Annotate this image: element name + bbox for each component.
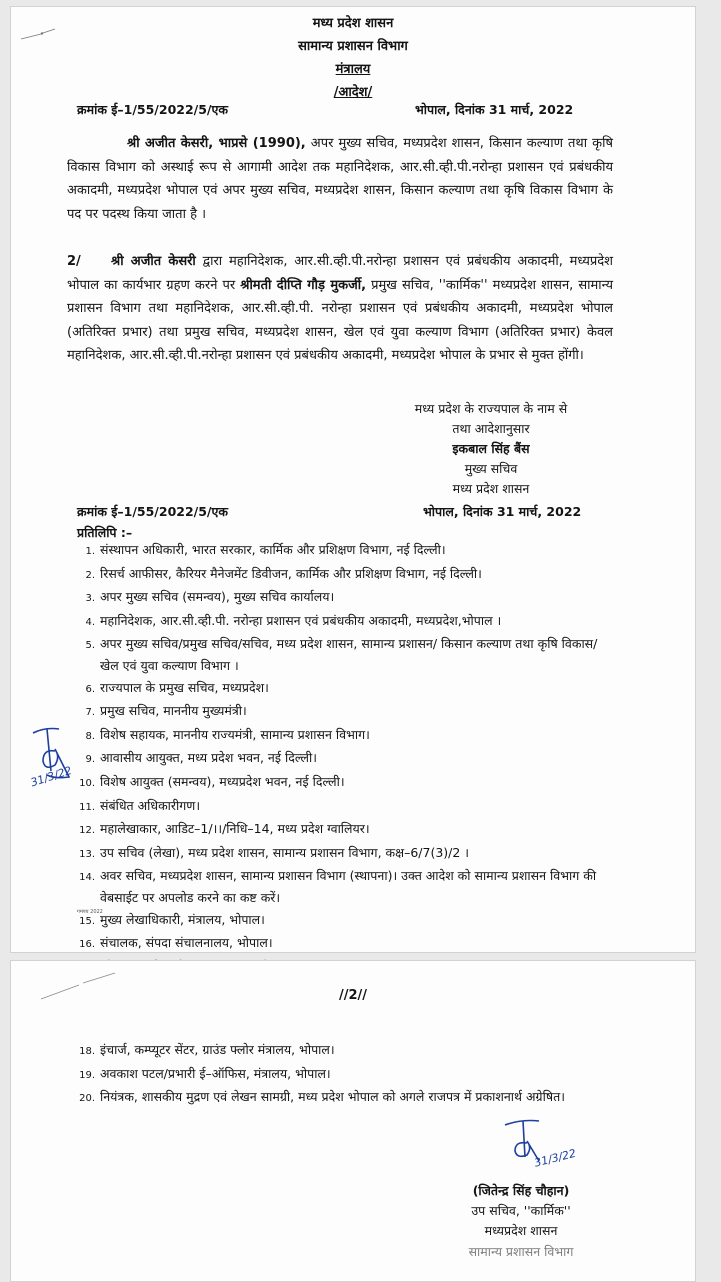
header-department: सामान्य प्रशासन विभाग — [298, 39, 408, 54]
list-item-text: मुख्य लेखाधिकारी, मंत्रालय, भोपाल। — [100, 911, 265, 927]
paragraph-2 — [67, 250, 613, 368]
list-item — [75, 1063, 620, 1087]
list-item-number: 9. — [85, 754, 95, 766]
list-item-text: महालेखाकार, आडिट–1/।।/निधि–14, मध्य प्रदेश ग्वालियर। — [100, 821, 370, 837]
list-item — [75, 865, 615, 908]
list-item — [75, 747, 615, 771]
list-item-number: 12. — [79, 825, 95, 837]
footnote: गमपय 2022 — [77, 909, 103, 915]
list-item-number: 1. — [85, 546, 95, 557]
signatory-designation: उप सचिव, ''कार्मिक'' — [471, 1203, 571, 1218]
paragraph-2-number: 2/ — [67, 254, 81, 269]
list-item — [75, 932, 615, 956]
list-item-number: 3. — [85, 593, 95, 605]
officer-name-3: श्रीमती दीप्ति गौड़ मुकर्जी, — [240, 277, 367, 293]
chief-secretary-designation: मुख्य सचिव — [464, 461, 518, 476]
copy-heading: प्रतिलिपि :– — [77, 525, 133, 540]
page-marker: //2// — [338, 988, 368, 1003]
handwritten-initials-icon — [25, 719, 95, 801]
list-item-number: 13. — [79, 848, 95, 860]
list-item-text: अवकाश पटल/प्रभारी ई–ऑफिस, मंत्रालय, भोपाल। — [100, 1065, 331, 1081]
list-item-text: रिसर्च आफीसर, कैरियर मैनेजमेंट डिवीजन, कार्मिक और प्रशिक्षण विभाग, नई दिल्ली। — [100, 565, 482, 581]
list-item-number: 2. — [85, 569, 95, 581]
list-item-text: संबंधित अधिकारीगण। — [100, 797, 201, 813]
list-item — [75, 633, 615, 676]
list-item — [75, 539, 615, 563]
list-item — [75, 1039, 620, 1063]
recipient-list-continued — [75, 1039, 620, 1110]
order-number: क्रमांक ई–1/55/2022/5/एक — [77, 102, 229, 117]
list-item-number: 8. — [85, 730, 95, 742]
list-item-text: प्रमुख सचिव, माननीय मुख्यमंत्री। — [100, 703, 247, 719]
officer-name-1: श्री अजीत केसरी, भाप्रसे (1990), — [127, 136, 306, 151]
order-place-date: भोपाल, दिनांक 31 मार्च, 2022 — [415, 102, 574, 117]
list-item-text: अवर सचिव, मध्यप्रदेश शासन, सामान्य प्रशासन विभाग (स्थापना)। उक्त आदेश को सामान्य प्रशासन विभाग की वेबसाईट पर अपलोड करने का कष्ट करें। — [100, 868, 597, 905]
list-item — [75, 563, 615, 587]
list-item-number: 19. — [79, 1069, 95, 1081]
list-item — [75, 724, 615, 748]
list-item — [75, 818, 615, 842]
header-order-title: /आदेश/ — [333, 85, 373, 100]
list-item — [75, 700, 615, 724]
list-item — [75, 771, 615, 795]
paragraph-2-text-a: द्वारा महानिदेशक, आर.सी.व्ही.पी.नरोन्हा प्रशासन एवं प्रबंधकीय अकादमी, मध्यप्रदेश भोपाल का कार्यभार ग्रहण करने पर — [67, 254, 613, 293]
list-item-number: 4. — [85, 616, 95, 628]
signatory-block — [443, 1181, 599, 1262]
list-item — [75, 586, 615, 610]
list-item-number: 18. — [79, 1046, 95, 1057]
list-item-text: संचालक, संपदा संचालनालय, भोपाल। — [100, 935, 273, 951]
header-government: मध्य प्रदेश शासन — [312, 16, 394, 31]
list-item-text: संस्थापन अधिकारी, भारत सरकार, कार्मिक और प्रशिक्षण विभाग, नई दिल्ली। — [100, 542, 446, 557]
paragraph-2-text-b: प्रमुख सचिव, ''कार्मिक'' मध्यप्रदेश शासन, सामान्य प्रशासन विभाग तथा महानिदेशक, आर.सी.व्ही.पी. नरोन्हा प्रशासन एवं प्रबंधकीय अकादमी, मध्यप्रदेश भोपाल (अतिरिक्त प्रभार) तथा प्रमुख सचिव, मध्यप्रदेश शासन, खेल एवं युवा कल्याण विभाग (अतिरिक्त प्रभार) केवल महानिदेशक, आर.सी.व्ही.पी.नरोन्हा प्रशासन एवं प्रबंधकीय अकादमी, मध्यप्रदेश भोपाल के प्रभार से मुक्त होंगी। — [67, 277, 614, 363]
list-item-text: नियंत्रक, शासकीय मुद्रण एवं लेखन सामग्री, मध्य प्रदेश भोपाल को अगले राजपत्र में प्रकाशनार्थ अग्रेषित। — [100, 1089, 565, 1105]
list-item — [75, 795, 615, 819]
order-place-date-copy: भोपाल, दिनांक 31 मार्च, 2022 — [423, 504, 582, 519]
order-number-copy: क्रमांक ई–1/55/2022/5/एक — [77, 504, 229, 519]
paragraph-1-text: अपर मुख्य सचिव, मध्यप्रदेश शासन, किसान कल्याण तथा कृषि विकास विभाग को अस्थाई रूप से आगामी आदेश तक महानिदेशक, आर.सी.व्ही.पी.नरोन्हा प्रशासन एवं प्रबंधकीय अकादमी, मध्यप्रदेश भोपाल एवं अपर मुख्य सचिव, मध्यप्रदेश शासन, किसान कल्याण तथा कृषि विकास विभाग के पद पर पदस्थ किया जाता है । — [67, 136, 613, 222]
list-item-number: 16. — [79, 939, 95, 951]
paragraph-1 — [67, 132, 613, 226]
list-item-text: विशेष आयुक्त (समन्वय), मध्यप्रदेश भवन, नई दिल्ली। — [100, 773, 345, 789]
officer-name-2: श्री अजीत केसरी — [111, 254, 196, 269]
list-item — [75, 677, 615, 701]
signatory-office: मध्यप्रदेश शासन — [484, 1223, 558, 1238]
list-item-number: 20. — [79, 1093, 95, 1105]
list-item-text: अपर मुख्य सचिव/प्रमुख सचिव/सचिव, मध्य प्रदेश शासन, सामान्य प्रशासन/ किसान कल्याण तथा कृषि विकास/खेल एवं युवा कल्याण विभाग । — [100, 636, 598, 673]
list-item-number: 6. — [85, 683, 95, 695]
recipient-list — [75, 539, 615, 979]
authority-block — [363, 399, 619, 499]
document-page-1 — [10, 6, 696, 953]
signatory-name: (जितेन्द्र सिंह चौहान) — [472, 1183, 570, 1198]
list-item — [75, 842, 615, 866]
list-item-text: महानिदेशक, आर.सी.व्ही.पी. नरोन्हा प्रशासन एवं प्रबंधकीय अकादमी, मध्यप्रदेश,भोपाल । — [100, 612, 502, 628]
list-item-text: आवासीय आयुक्त, मध्य प्रदेश भवन, नई दिल्ली। — [100, 750, 317, 766]
list-item-text: अपर मुख्य सचिव (समन्वय), मुख्य सचिव कार्यालय। — [100, 589, 335, 605]
list-item-number: 5. — [85, 640, 95, 652]
list-item — [75, 610, 615, 634]
list-item-number: 14. — [79, 872, 95, 884]
handwritten-date: 31/3/22 — [533, 1146, 578, 1170]
header-secretariat: मंत्रालय — [335, 62, 371, 77]
list-item-number: 10. — [79, 777, 95, 789]
list-item-number: 11. — [79, 801, 95, 813]
list-item-number: 7. — [85, 707, 95, 719]
list-item — [75, 909, 615, 933]
list-item-text: उप सचिव (लेखा), मध्य प्रदेश शासन, सामान्य प्रशासन विभाग, कक्ष–6/7(3)/2 । — [100, 844, 470, 860]
list-item-text: इंचार्ज, कम्प्यूटर सेंटर, ग्राउंड फ्लोर मंत्रालय, भोपाल। — [100, 1042, 335, 1057]
list-item-number: 15. — [79, 915, 95, 927]
list-item — [75, 1086, 620, 1110]
authority-line-1: मध्य प्रदेश के राज्यपाल के नाम से — [414, 401, 568, 416]
list-item-text: राज्यपाल के प्रमुख सचिव, मध्यप्रदेश। — [100, 679, 269, 695]
list-item-text: विशेष सहायक, माननीय राज्यमंत्री, सामान्य प्रशासन विभाग। — [100, 726, 370, 742]
chief-secretary-name: इकबाल सिंह बैंस — [452, 441, 530, 456]
document-page-2 — [10, 960, 696, 1282]
cut-off-line: सामान्य प्रशासन विभाग — [468, 1244, 574, 1259]
chief-secretary-office: मध्य प्रदेश शासन — [452, 481, 530, 496]
handwritten-date: 31/3/22 — [29, 763, 74, 790]
authority-line-2: तथा आदेशानुसार — [452, 421, 530, 436]
